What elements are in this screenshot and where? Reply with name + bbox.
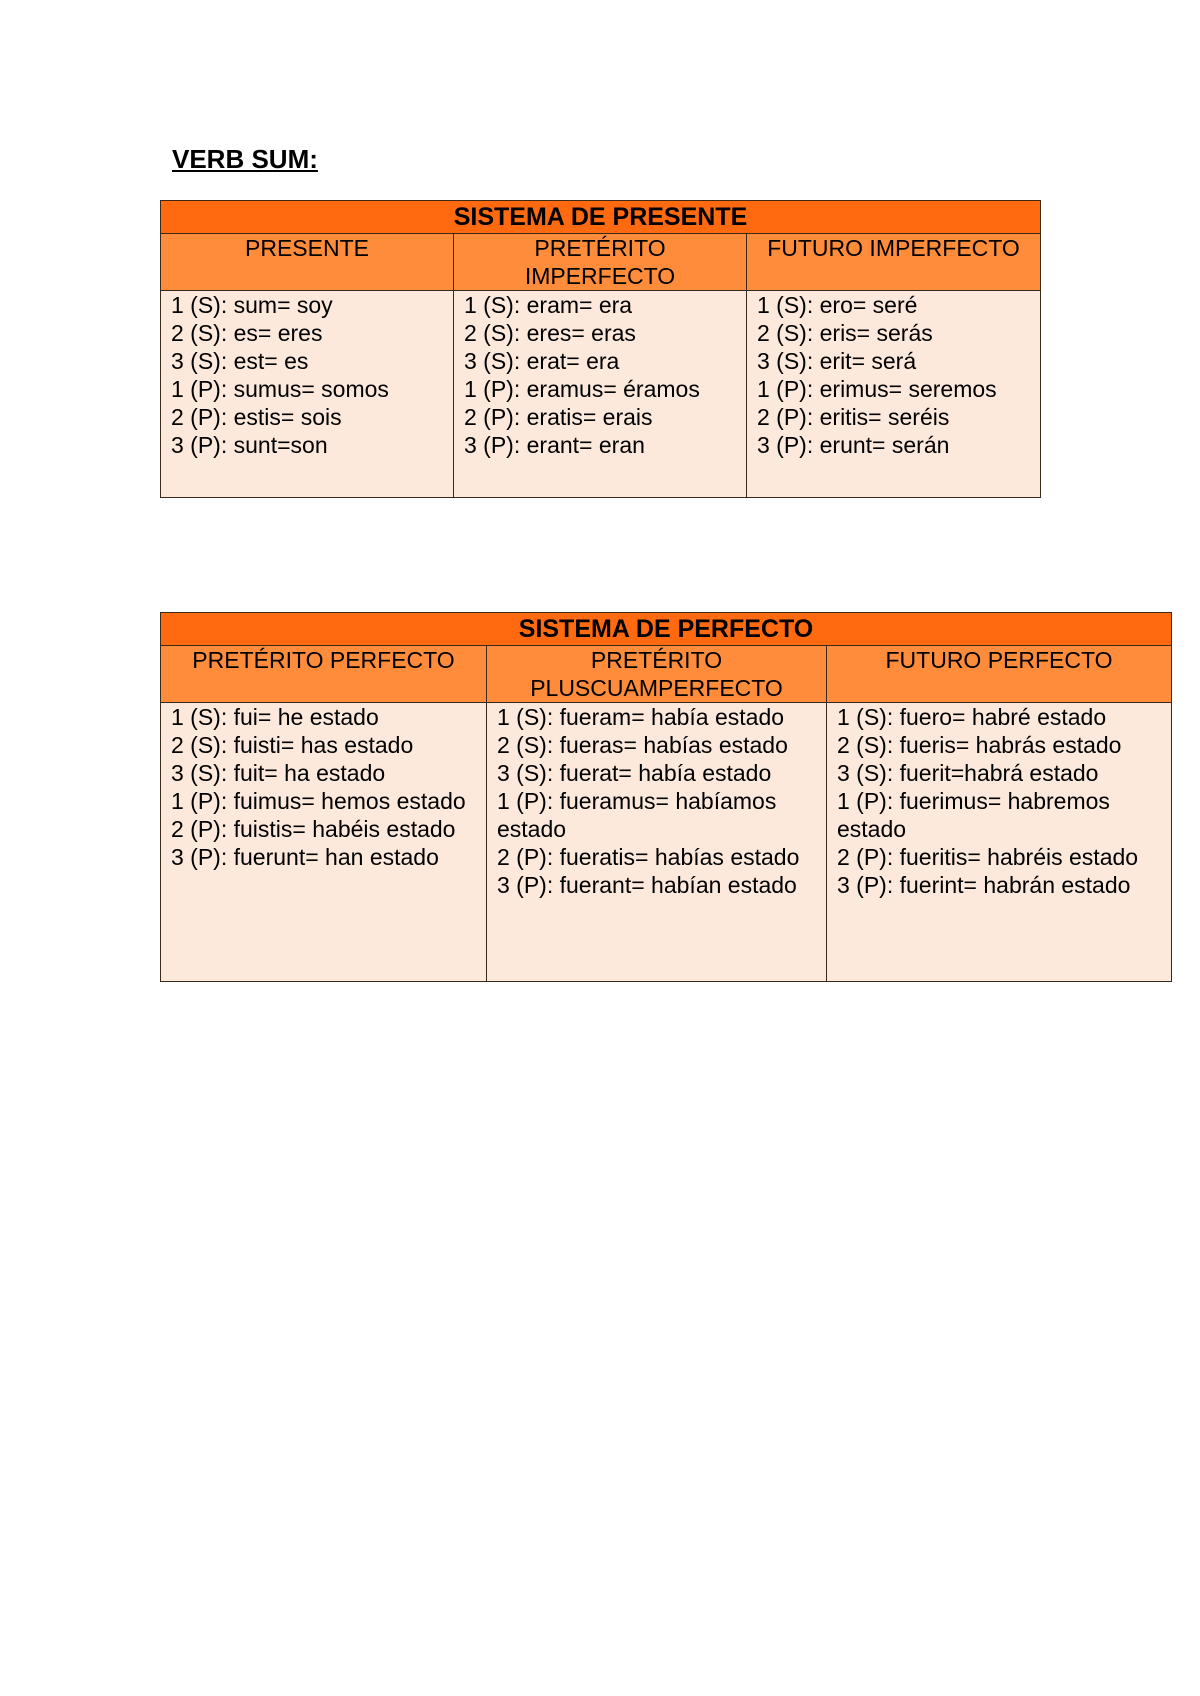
cell-preterito-perfecto	[161, 703, 487, 982]
sistema-perfecto-title: SISTEMA DE PERFECTO	[161, 613, 1172, 646]
conjugation-line: 1 (S): sum= soy	[171, 292, 333, 318]
conjugation-line: 3 (S): fuerit=habrá estado	[837, 760, 1099, 786]
conjugation-line: 2 (S): eres= eras	[464, 320, 636, 346]
conjugation-line: 2 (S): fueras= habías estado	[497, 732, 788, 758]
conjugation-line: 1 (P): fueramus= habíamos estado	[497, 788, 777, 842]
conjugation-line: 1 (P): eramus= éramos	[464, 376, 700, 402]
conjugation-line: 2 (P): estis= sois	[171, 404, 342, 430]
header-preterito-pluscuamperfecto: PRETÉRITO PLUSCUAMPERFECTO	[487, 646, 827, 703]
sistema-presente-table	[160, 200, 1041, 498]
sistema-perfecto-table	[160, 612, 1172, 982]
header-presente: PRESENTE	[161, 234, 454, 291]
conjugation-line: 1 (S): fueram= había estado	[497, 704, 785, 730]
conjugation-line: 1 (P): fuerimus= habremos estado	[837, 788, 1110, 842]
conjugation-line: 3 (S): fuerat= había estado	[497, 760, 772, 786]
header-preterito-perfecto: PRETÉRITO PERFECTO	[161, 646, 487, 703]
sistema-presente-title: SISTEMA DE PRESENTE	[161, 201, 1041, 234]
conjugation-line: 3 (P): erant= eran	[464, 432, 645, 458]
cell-presente	[161, 291, 454, 498]
conjugation-line: 3 (P): erunt= serán	[757, 432, 950, 458]
conjugation-line: 1 (P): sumus= somos	[171, 376, 389, 402]
conjugation-line: 2 (S): fueris= habrás estado	[837, 732, 1122, 758]
conjugation-line: 2 (S): eris= serás	[757, 320, 933, 346]
conjugation-line: 1 (S): eram= era	[464, 292, 633, 318]
conjugation-line: 2 (S): fuisti= has estado	[171, 732, 414, 758]
conjugation-line: 1 (S): ero= seré	[757, 292, 918, 318]
conjugation-line: 3 (S): erit= será	[757, 348, 917, 374]
cell-futuro-perfecto	[827, 703, 1172, 982]
conjugation-line: 3 (P): fuerint= habrán estado	[837, 872, 1131, 898]
header-preterito-imperfecto: PRETÉRITO IMPERFECTO	[454, 234, 747, 291]
cell-preterito-pluscuamperfecto	[487, 703, 827, 982]
cell-futuro-imperfecto	[747, 291, 1041, 498]
conjugation-line: 3 (P): sunt=son	[171, 432, 328, 458]
conjugation-line: 3 (S): erat= era	[464, 348, 620, 374]
header-futuro-perfecto: FUTURO PERFECTO	[827, 646, 1172, 703]
conjugation-line: 1 (P): fuimus= hemos estado	[171, 788, 466, 814]
conjugation-line: 1 (P): erimus= seremos	[757, 376, 997, 402]
page-title: VERB SUM:	[172, 144, 318, 174]
conjugation-line: 3 (P): fuerunt= han estado	[171, 844, 439, 870]
conjugation-line: 2 (P): eritis= seréis	[757, 404, 950, 430]
conjugation-line: 2 (P): fueritis= habréis estado	[837, 844, 1139, 870]
conjugation-line: 2 (P): eratis= erais	[464, 404, 653, 430]
conjugation-line: 3 (S): fuit= ha estado	[171, 760, 386, 786]
header-futuro-imperfecto: FUTURO IMPERFECTO	[747, 234, 1041, 291]
conjugation-line: 3 (S): est= es	[171, 348, 309, 374]
cell-preterito-imperfecto	[454, 291, 747, 498]
conjugation-line: 1 (S): fui= he estado	[171, 704, 379, 730]
conjugation-line: 2 (S): es= eres	[171, 320, 323, 346]
conjugation-line: 2 (P): fuistis= habéis estado	[171, 816, 456, 842]
conjugation-line: 2 (P): fueratis= habías estado	[497, 844, 800, 870]
conjugation-line: 1 (S): fuero= habré estado	[837, 704, 1107, 730]
conjugation-line: 3 (P): fuerant= habían estado	[497, 872, 797, 898]
